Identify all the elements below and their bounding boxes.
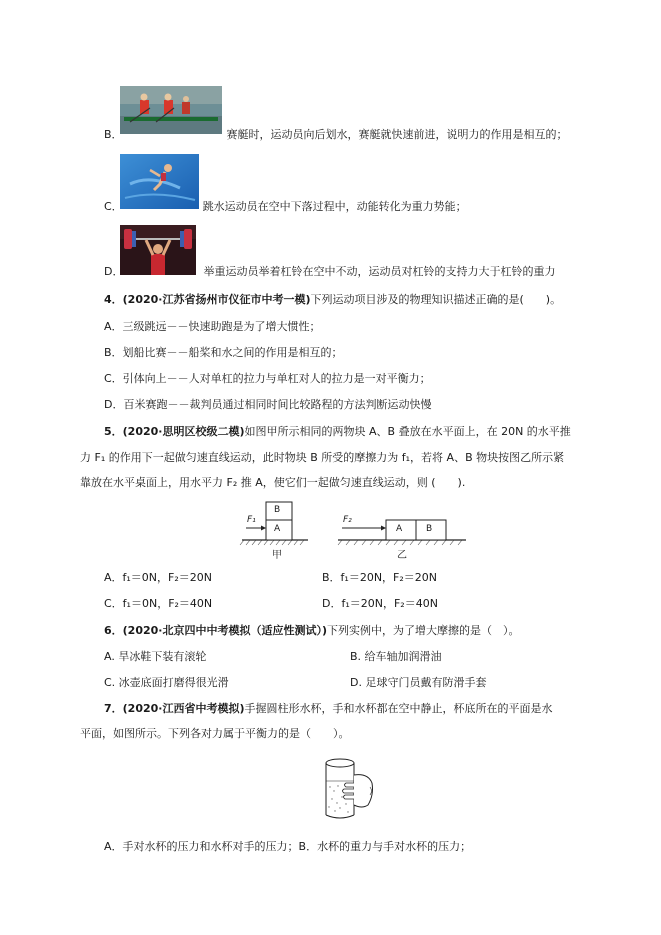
fig-block-b-side-label: B xyxy=(426,524,433,534)
q6-option-b: B. 给车轴加润滑油 xyxy=(350,650,442,663)
q6-option-d: D. 足球守门员戴有防滑手套 xyxy=(350,676,487,689)
option-b-rowing: B． 赛艇时，运动员向后划水，赛艇就快速前进，说明力的作用是相互的； xyxy=(104,128,568,141)
q4-option-b: B．划船比赛－－船桨和水之间的作用是相互的； xyxy=(104,346,343,359)
question-4-stem: 4．(2020·江苏省扬州市仪征市中考一模)下列运动项目涉及的物理知识描述正确的是( )。 xyxy=(104,293,562,306)
fig-block-b-top: B xyxy=(274,505,281,515)
fig-block-a-bottom: A xyxy=(274,524,281,534)
question-6-stem: 6．(2020·北京四中中考模拟（适应性测试）)下列实例中，为了增大摩擦的是（ ）。 xyxy=(104,624,520,637)
q4-option-d: D．百米赛跑－－裁判员通过相同时间比较路程的方法判断运动快慢 xyxy=(104,398,432,411)
q4-option-a: A．三级跳远－－快速助跑是为了增大惯性； xyxy=(104,320,321,333)
q4-option-c: C．引体向上－－人对单杠的拉力与单杠对人的拉力是一对平衡力； xyxy=(104,372,431,385)
question-5-stem-line2: 力 F₁ 的作用下一起做匀速直线运动，此时物块 B 所受的摩擦力为 f₁，若将 A、B 物块按图乙所示紧 xyxy=(80,451,565,464)
question-5-stem-line1: 5．(2020·思明区校级二模)如图甲所示相同的两物块 A、B 叠放在水平面上，在 20N 的水平推 xyxy=(104,425,571,438)
question-7-stem-line2: 平面，如图所示。下列各对力属于平衡力的是（ ）。 xyxy=(80,727,350,740)
fig-caption-jia: 甲 xyxy=(272,550,282,561)
cup-hand-figure xyxy=(318,757,376,821)
q5-option-a: A．f₁＝0N，F₂＝20N xyxy=(104,571,212,584)
q5-option-c: C．f₁＝0N，F₂＝40N xyxy=(104,597,213,610)
q5-option-d: D．f₁＝20N，F₂＝40N xyxy=(322,597,438,610)
fig-block-a-side-label: A xyxy=(396,524,403,534)
rowing-photo xyxy=(120,86,222,134)
option-c-diving: C． 跳水运动员在空中下落过程中，动能转化为重力势能； xyxy=(104,200,467,213)
q6-option-a: A. 旱冰鞋下装有滚轮 xyxy=(104,650,207,663)
question-7-stem-line1: 7．(2020·江西省中考模拟)手握圆柱形水杯，手和水杯都在空中静止，杯底所在的平面是水 xyxy=(104,702,553,715)
question-5-stem-line3: 靠放在水平桌面上，用水平力 F₂ 推 A，使它们一起做匀速直线运动，则 ( ). xyxy=(80,476,466,489)
q7-options-line: A．手对水杯的压力和水杯对手的压力；B．水杯的重力与手对水杯的压力； xyxy=(104,840,472,853)
fig-caption-yi: 乙 xyxy=(397,550,407,561)
fig-force-f1: F₁ xyxy=(247,515,256,525)
q5-option-b: B．f₁＝20N，F₂＝20N xyxy=(322,571,438,584)
option-d-weightlifting: D． 举重运动员举着杠铃在空中不动，运动员对杠铃的支持力大于杠铃的重力 xyxy=(104,265,556,278)
fig-force-f2: F₂ xyxy=(343,515,352,525)
q6-option-c: C. 冰壶底面打磨得很光滑 xyxy=(104,676,229,689)
